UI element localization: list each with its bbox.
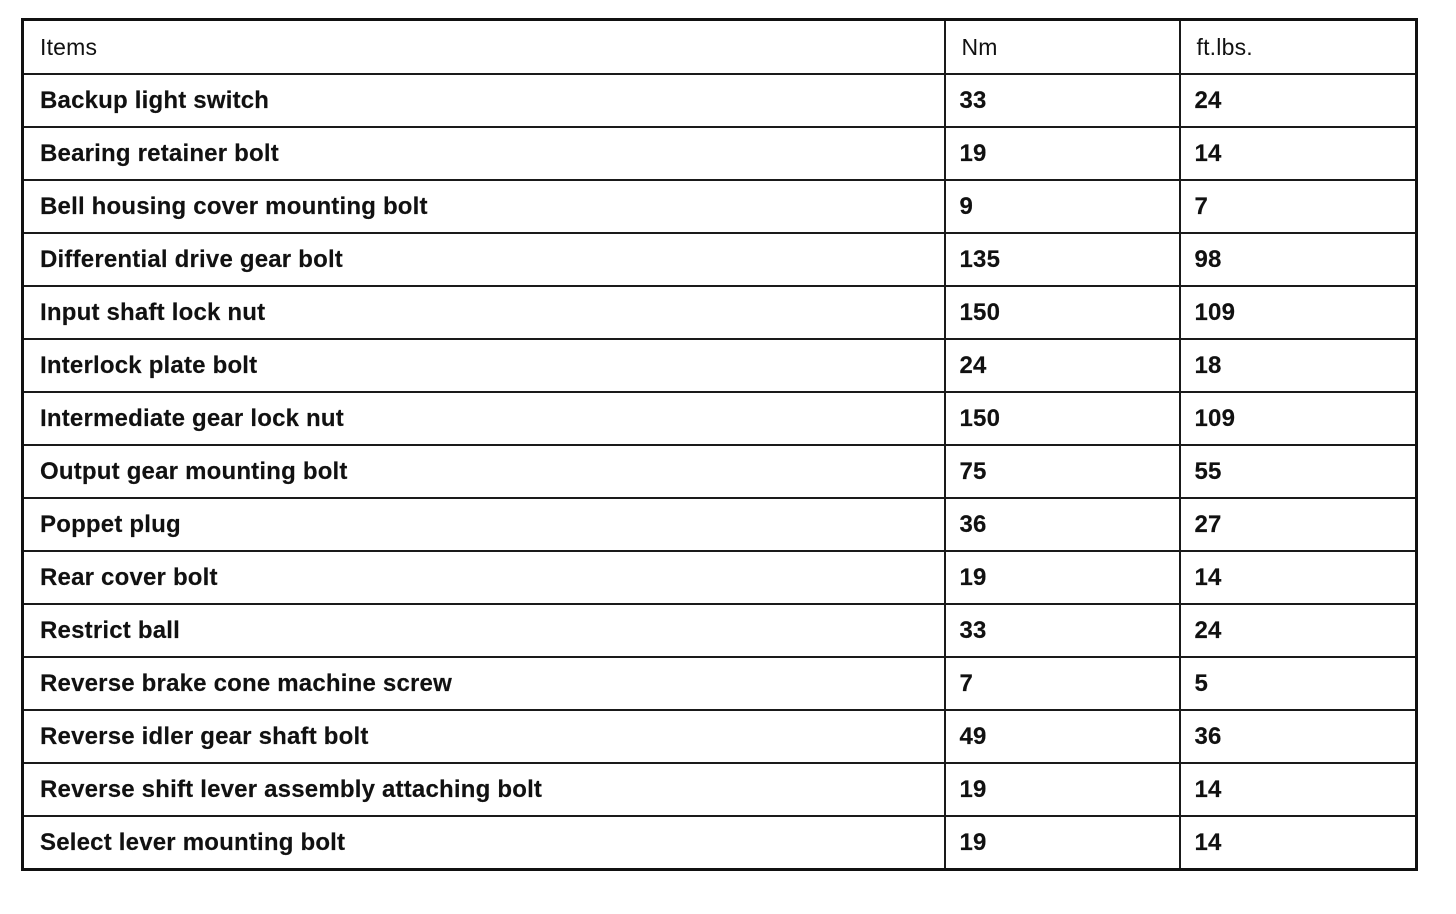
table-row — [23, 233, 1417, 286]
item-cell: Output gear mounting bolt — [23, 445, 945, 498]
nm-cell: 19 — [945, 127, 1180, 180]
table-row — [23, 816, 1417, 870]
ftlbs-cell: 14 — [1180, 551, 1417, 604]
nm-cell: 135 — [945, 233, 1180, 286]
ftlbs-cell: 109 — [1180, 286, 1417, 339]
item-cell: Rear cover bolt — [23, 551, 945, 604]
item-cell: Reverse idler gear shaft bolt — [23, 710, 945, 763]
torque-spec-table — [21, 18, 1418, 871]
table-row — [23, 498, 1417, 551]
table-row — [23, 763, 1417, 816]
ftlbs-cell: 109 — [1180, 392, 1417, 445]
item-cell: Interlock plate bolt — [23, 339, 945, 392]
ftlbs-cell: 14 — [1180, 816, 1417, 870]
table-row — [23, 445, 1417, 498]
header-items: Items — [23, 20, 945, 75]
nm-cell: 36 — [945, 498, 1180, 551]
nm-cell: 19 — [945, 816, 1180, 870]
header-row — [23, 20, 1417, 75]
item-cell: Reverse shift lever assembly attaching bolt — [23, 763, 945, 816]
nm-cell: 150 — [945, 286, 1180, 339]
item-cell: Input shaft lock nut — [23, 286, 945, 339]
nm-cell: 33 — [945, 604, 1180, 657]
table-row — [23, 551, 1417, 604]
item-cell: Backup light switch — [23, 74, 945, 127]
item-cell: Restrict ball — [23, 604, 945, 657]
ftlbs-cell: 18 — [1180, 339, 1417, 392]
item-cell: Bell housing cover mounting bolt — [23, 180, 945, 233]
table-row — [23, 180, 1417, 233]
ftlbs-cell: 55 — [1180, 445, 1417, 498]
table-body — [23, 74, 1417, 870]
table-row — [23, 74, 1417, 127]
ftlbs-cell: 14 — [1180, 763, 1417, 816]
item-cell: Differential drive gear bolt — [23, 233, 945, 286]
nm-cell: 24 — [945, 339, 1180, 392]
nm-cell: 19 — [945, 763, 1180, 816]
nm-cell: 150 — [945, 392, 1180, 445]
table-row — [23, 127, 1417, 180]
nm-cell: 75 — [945, 445, 1180, 498]
ftlbs-cell: 24 — [1180, 604, 1417, 657]
ftlbs-cell: 14 — [1180, 127, 1417, 180]
item-cell: Reverse brake cone machine screw — [23, 657, 945, 710]
nm-cell: 33 — [945, 74, 1180, 127]
nm-cell: 7 — [945, 657, 1180, 710]
table-row — [23, 710, 1417, 763]
table-row — [23, 286, 1417, 339]
header-ftlbs: ft.lbs. — [1180, 20, 1417, 75]
table-row — [23, 392, 1417, 445]
ftlbs-cell: 27 — [1180, 498, 1417, 551]
ftlbs-cell: 7 — [1180, 180, 1417, 233]
table-row — [23, 339, 1417, 392]
ftlbs-cell: 5 — [1180, 657, 1417, 710]
table-header — [23, 20, 1417, 75]
ftlbs-cell: 24 — [1180, 74, 1417, 127]
header-nm: Nm — [945, 20, 1180, 75]
nm-cell: 19 — [945, 551, 1180, 604]
nm-cell: 49 — [945, 710, 1180, 763]
nm-cell: 9 — [945, 180, 1180, 233]
table-row — [23, 657, 1417, 710]
item-cell: Intermediate gear lock nut — [23, 392, 945, 445]
ftlbs-cell: 36 — [1180, 710, 1417, 763]
item-cell: Bearing retainer bolt — [23, 127, 945, 180]
table-row — [23, 604, 1417, 657]
item-cell: Poppet plug — [23, 498, 945, 551]
item-cell: Select lever mounting bolt — [23, 816, 945, 870]
ftlbs-cell: 98 — [1180, 233, 1417, 286]
